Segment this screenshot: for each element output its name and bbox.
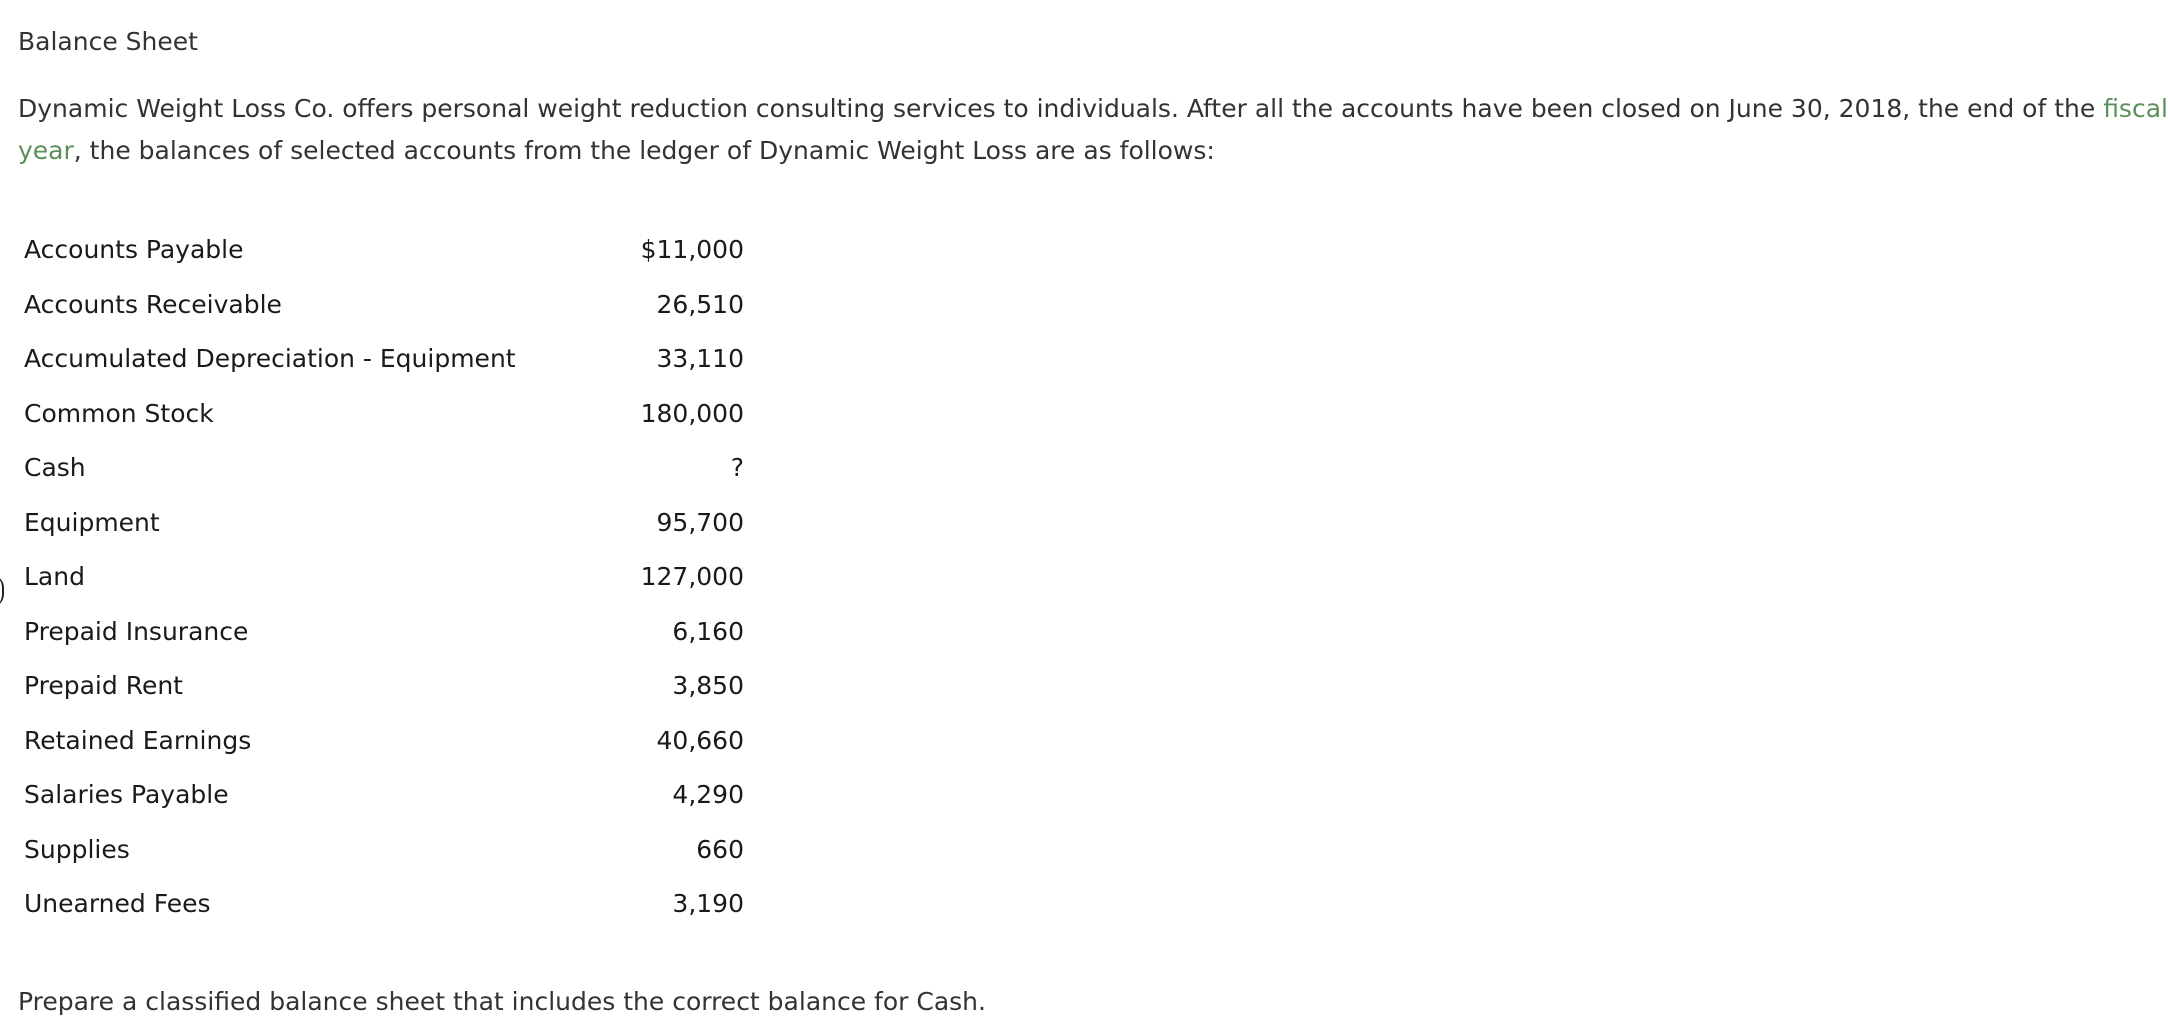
table-row (24, 611, 744, 666)
account-name: Equipment (24, 507, 160, 537)
account-balance: 127,000 (640, 562, 744, 591)
table-row (24, 502, 744, 557)
account-name: Accounts Receivable (24, 289, 282, 319)
table-row (24, 774, 744, 829)
page-title: Balance Sheet (18, 27, 198, 56)
account-balance: 95,700 (656, 507, 744, 537)
account-name: Supplies (24, 834, 130, 864)
account-name: Unearned Fees (24, 889, 211, 918)
account-name: Prepaid Rent (24, 671, 183, 700)
table-row (24, 338, 744, 393)
instruction-text: Prepare a classified balance sheet that includes the correct balance for Cash. (18, 987, 986, 1016)
table-row (24, 720, 744, 775)
intro-paragraph (18, 88, 2168, 172)
account-name: Common Stock (24, 398, 214, 428)
table-row (24, 393, 744, 448)
account-balance: 40,660 (656, 725, 744, 755)
account-balance: 33,110 (656, 344, 744, 373)
fiscal-year-link-part-2[interactable]: year (18, 136, 74, 165)
table-row (24, 556, 744, 611)
table-row (24, 284, 744, 339)
table-row (24, 883, 744, 938)
table-row (24, 829, 744, 884)
left-edge-tab (0, 574, 4, 608)
intro-text-2: , the balances of selected accounts from the ledger of Dynamic Weight Loss are as follows: (73, 136, 1215, 165)
account-balance: 180,000 (640, 398, 744, 428)
account-balance: 6,160 (672, 616, 744, 646)
account-name: Accounts Payable (24, 235, 244, 264)
table-row (24, 665, 744, 720)
account-name: Salaries Payable (24, 780, 229, 809)
account-name: Cash (24, 453, 86, 482)
account-balance: ? (730, 453, 744, 482)
account-name: Accumulated Depreciation - Equipment (24, 344, 516, 373)
intro-line-1 (18, 88, 2168, 130)
account-balance: 3,850 (672, 671, 744, 700)
account-name: Prepaid Insurance (24, 616, 249, 646)
account-balance: 4,290 (672, 780, 744, 809)
account-name: Retained Earnings (24, 725, 252, 755)
accounts-table (24, 229, 744, 938)
table-row (24, 447, 744, 502)
account-name: Land (24, 562, 85, 591)
table-row (24, 229, 744, 284)
account-balance: 660 (696, 834, 744, 864)
fiscal-year-link-part-1[interactable]: fiscal (2103, 94, 2168, 123)
account-balance: $11,000 (640, 235, 744, 264)
account-balance: 26,510 (656, 289, 744, 319)
intro-text-1: Dynamic Weight Loss Co. offers personal weight reduction consulting services to individuals. After all the accounts have been closed on June 30, 2018, the end of the (18, 94, 2104, 123)
intro-line-2 (18, 130, 2118, 172)
account-balance: 3,190 (672, 889, 744, 918)
